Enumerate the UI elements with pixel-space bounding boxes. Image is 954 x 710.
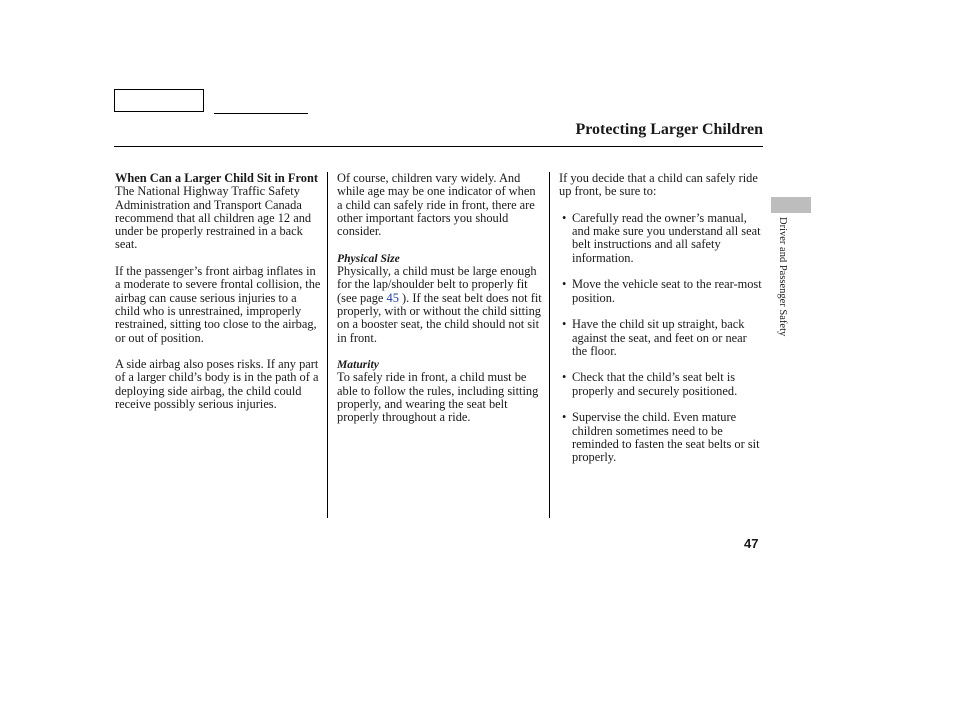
physical-text-before: Physically, a child must be large enough for the lap/shoulder belt to properly fit (see page: [337, 264, 537, 305]
column-divider-2: [549, 172, 550, 518]
list-item: [559, 212, 763, 265]
bullet-icon: •: [562, 277, 567, 292]
paragraph-side-airbag: A side airbag also poses risks. If any part of a larger child’s body is in the path of a deploying side airbag, the child could receive possibly serious injuries.: [115, 357, 319, 412]
physical-size-heading: Physical Size: [337, 251, 400, 265]
bullet-icon: •: [562, 317, 567, 332]
list-item: [559, 278, 763, 305]
column-2: [337, 172, 544, 438]
paragraph-front-airbag: If the passenger’s front airbag inflates in a moderate to severe frontal collision, the airbag can cause serious injuries to a child who is unrestrained, improperly restrained, sitting too close to the airbag, or out of position.: [115, 264, 321, 345]
nav-line[interactable]: [214, 113, 308, 114]
bullet-icon: •: [562, 370, 567, 385]
list-item-text: Have the child sit up straight, back against the seat, and feet on or near the floor.: [572, 317, 747, 358]
list-item: [559, 371, 763, 398]
maturity-heading: Maturity: [337, 358, 379, 372]
column-divider-1: [327, 172, 328, 518]
paragraph-checklist-intro: If you decide that a child can safely ride up front, be sure to:: [559, 171, 758, 199]
page-title: Protecting Larger Children: [575, 121, 763, 138]
header-rule: [114, 146, 763, 147]
list-item-text: Move the vehicle seat to the rear-most position.: [572, 277, 762, 305]
section-side-label: Driver and Passenger Safety: [777, 217, 788, 337]
column-3: [559, 172, 763, 478]
list-item: [559, 318, 763, 358]
section-tab: [771, 197, 811, 213]
paragraph-maturity: To safely ride in front, a child must be able to follow the rules, including sitting properly, and wearing the seat belt properly throughout a ride.: [337, 370, 539, 425]
section-heading: When Can a Larger Child Sit in Front: [115, 171, 318, 185]
nav-box[interactable]: [114, 89, 204, 112]
list-item: [559, 411, 763, 464]
column-1: [115, 172, 321, 425]
bullet-icon: •: [562, 210, 567, 225]
list-item-text: Carefully read the owner’s manual, and make sure you understand all seat belt instructions and all safety information.: [572, 210, 761, 265]
paragraph-physical-size: [337, 265, 544, 345]
page-link-45[interactable]: 45: [386, 290, 399, 305]
list-item-text: Supervise the child. Even mature children sometimes need to be reminded to fasten the seat belts or sit properly.: [572, 410, 760, 465]
page-number: 47: [744, 536, 759, 551]
list-item-text: Check that the child’s seat belt is properly and securely positioned.: [572, 370, 738, 398]
checklist: [559, 212, 763, 465]
physical-text-after: ). If the seat belt does not fit properly, with or without the child sitting on a booster seat, the child should not sit in front.: [337, 290, 542, 345]
paragraph-intro: Of course, children vary widely. And while age may be one indicator of when a child can safely ride in front, there are other important factors you should consider.: [337, 171, 536, 239]
bullet-icon: •: [562, 410, 567, 425]
paragraph-recommendation: The National Highway Traffic Safety Administration and Transport Canada recommend that all children age 12 and under be properly restrained in a back seat.: [115, 184, 312, 252]
